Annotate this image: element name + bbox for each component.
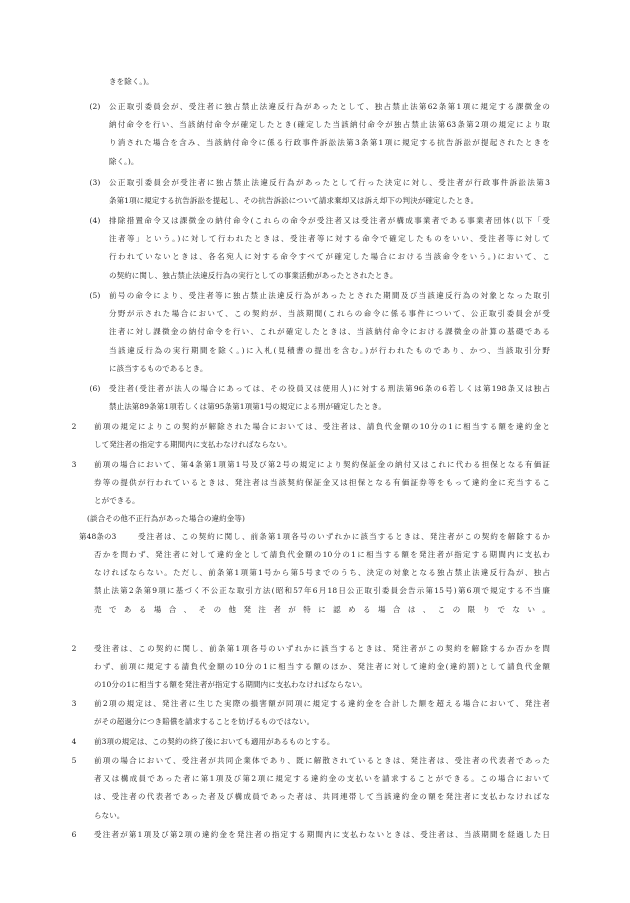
text-line: 前2項の規定は、発注者に生じた実際の損害額が同項に規定する違約金を合計した額を超える場合において、発注者 <box>94 699 550 708</box>
text-line: に該当するものであるとき。 <box>109 363 208 373</box>
paragraph-number: 2 <box>71 422 77 431</box>
text-line: らない。 <box>94 810 125 820</box>
text-line: 受注者が第1項及び第2項の違約金を発注者の指定する期間内に支払わないときは、受注者は、当該期間を経過した日 <box>94 830 550 839</box>
item-marker: (6) <box>89 384 101 393</box>
text-line: して発注者の指定する期間内に支払わなければならない。 <box>94 440 292 450</box>
item-4 <box>109 212 550 285</box>
paragraph-number: 2 <box>71 644 77 653</box>
text-line: 前号の命令により、受注者等に独占禁止法違反行為があったとされた期間及び当該違反行為の対象となった取引 <box>109 291 550 300</box>
item-marker: (2) <box>89 102 101 111</box>
text-line: 排除措置命令又は課徴金の納付命令(これらの命令が受注者又は受注者が構成事業者である事業者団体(以下「受 <box>109 216 550 225</box>
article-number: 第48条の3 <box>79 532 117 541</box>
text-line: 分野が示された場合において、この契約が、当該期間(これらの命令に係る事件について、公正取引委員会が受 <box>109 309 550 319</box>
text-line: きを除く。)。 <box>109 77 154 86</box>
text-line: 除く。)。 <box>109 156 139 166</box>
text-line: 否かを問わず、発注者に対して違約金として請負代金額の10分の1に相当する額を発注者が指定する期間内に支払わ <box>94 550 550 559</box>
text-line: 前項の規定によりこの契約が解除された場合においては、受注者は、請負代金額の10分の1に相当する額を違約金と <box>94 422 550 431</box>
item-marker: (3) <box>89 178 101 187</box>
item-3 <box>109 174 550 210</box>
article-48-3-first <box>138 528 550 546</box>
text-line <box>94 619 550 637</box>
item-6 <box>109 380 550 416</box>
text-line: 注者に対し課徴金の納付命令を行い、これが確定したときは、当該納付命令における課徴金の計算の基礎である <box>109 327 550 337</box>
text-line: 当該違反行為の実行期間を除く。)に入札(見積書の提出を含む。)が行われたものであり、かつ、当該取引分野 <box>109 345 550 355</box>
text-line: 条第1項に規定する抗告訴訟を提起し、その抗告訴訟について請求棄却又は訴え却下の判決が確定したとき。 <box>109 196 479 206</box>
text-line: 禁止法第89条第1項若しくは第95条第1項第1号の規定による刑が確定したとき。 <box>109 402 386 412</box>
text-line: の10分の1に相当する額を発注者が指定する期間内に支払わなければならない。 <box>94 680 368 690</box>
text-line: 公正取引委員会が、受注者に独占禁止法違反行為があったとして、独占禁止法第62条第1項に規定する課徴金の <box>109 102 550 111</box>
text-line: 前項の場合において、第4条第1項第1号及び第2号の規定により契約保証金の納付又はこれに代わる担保となる有価証 <box>94 460 550 469</box>
text-line: 公正取引委員会が受注者に独占禁止法違反行為があったとして行った決定に対し、受注者が行政事件訴訟法第3 <box>109 178 550 187</box>
text-line: 納付命令を行い、当該納付命令が確定したとき(確定した当該納付命令が独占禁止法第63条第2項の規定により取 <box>109 120 550 130</box>
article-para-5 <box>94 752 550 825</box>
continuation-block <box>109 73 550 91</box>
article-48-3-body <box>94 546 550 637</box>
paragraph-number: 5 <box>71 756 77 765</box>
text-line: わず、前項に規定する請負代金額の10分の1に相当する額のほか、発注者に対して違約金(違約罰)として請負代金額 <box>94 662 550 672</box>
text-line: 行われていないときは、各名宛人に対する命令すべてが確定した場合における当該命令をいう。)において、こ <box>109 252 550 262</box>
item-2 <box>109 98 550 171</box>
text-line: 禁止法第2条第9項に基づく不公正な取引方法(昭和57年6月18日公正取引委員会告示第15号)第6項で規定する不当廉 <box>94 586 550 596</box>
text-line: の契約に関し、独占禁止法違反行為の実行としての事業活動があったとされたとき。 <box>109 270 398 280</box>
article-para-3 <box>94 695 550 731</box>
text-line: とができる。 <box>94 496 140 506</box>
text-line: がその超過分につき賠償を請求することを妨げるものではない。 <box>94 717 315 727</box>
article-para-4 <box>94 733 550 751</box>
item-marker: (5) <box>89 291 101 300</box>
text-line: 者又は構成員であった者に第1項及び第2項に規定する違約金の支払いを請求することができる。この場合において <box>94 774 550 784</box>
paragraph-number: 4 <box>71 737 77 746</box>
paragraph-3 <box>94 456 550 511</box>
paragraph-number: 3 <box>71 460 77 469</box>
text-line: 前項の場合において、受注者が共同企業体であり、既に解散されているときは、発注者は、受注者の代表者であった <box>94 756 550 765</box>
text-line: 注者等」という。)に対して行われたときは、受注者等に対する命令で確定したものをいい、受注者等に対して <box>109 234 550 244</box>
item-marker: (4) <box>89 216 101 225</box>
paragraph-2 <box>94 418 550 454</box>
caption-text: (談合その他不正行為があった場合の違約金等) <box>87 514 245 523</box>
paragraph-number: 6 <box>71 830 77 839</box>
text-line: り消された場合を含み、当該納付命令に係る行政事件訴訟法第3条第1項に規定する抗告訴訟が提起されたときを <box>109 138 550 148</box>
paragraph-number: 3 <box>71 699 77 708</box>
text-line: は、受注者の代表者であった者及び構成員であった者は、共同連帯して当該違約金の額を発注者に支払わなければな <box>94 792 550 802</box>
article-para-6 <box>94 826 550 844</box>
text-line: 受注者は、この契約に関し、前条第1項各号のいずれかに該当するときは、発注者がこの契約を解除するか否かを問 <box>94 644 550 653</box>
text-line: 売である場合、その他発注者が特に認める場合は、この限りでない。 <box>94 604 550 614</box>
text-line: 前3項の規定は、この契約の終了後においても適用があるものとする。 <box>94 737 335 746</box>
text-line: 券等の提供が行われているときは、発注者は当該契約保証金又は担保となる有価証券等をもって違約金に充当するこ <box>94 478 550 488</box>
text-line: なければならない。ただし、前条第1項第1号から第5号までのうち、決定の対象となる独占禁止法違反行為が、独占 <box>94 568 550 578</box>
text-line: 受注者(受注者が法人の場合にあっては、その役員又は使用人)に対する刑法第96条の6若しくは第198条又は独占 <box>109 384 550 393</box>
section-caption <box>87 510 550 528</box>
text-line: 受注者は、この契約に関し、前条第1項各号のいずれかに該当するときは、発注者がこの契約を解除するか <box>138 532 550 541</box>
item-5 <box>109 287 550 378</box>
article-para-2 <box>94 640 550 695</box>
